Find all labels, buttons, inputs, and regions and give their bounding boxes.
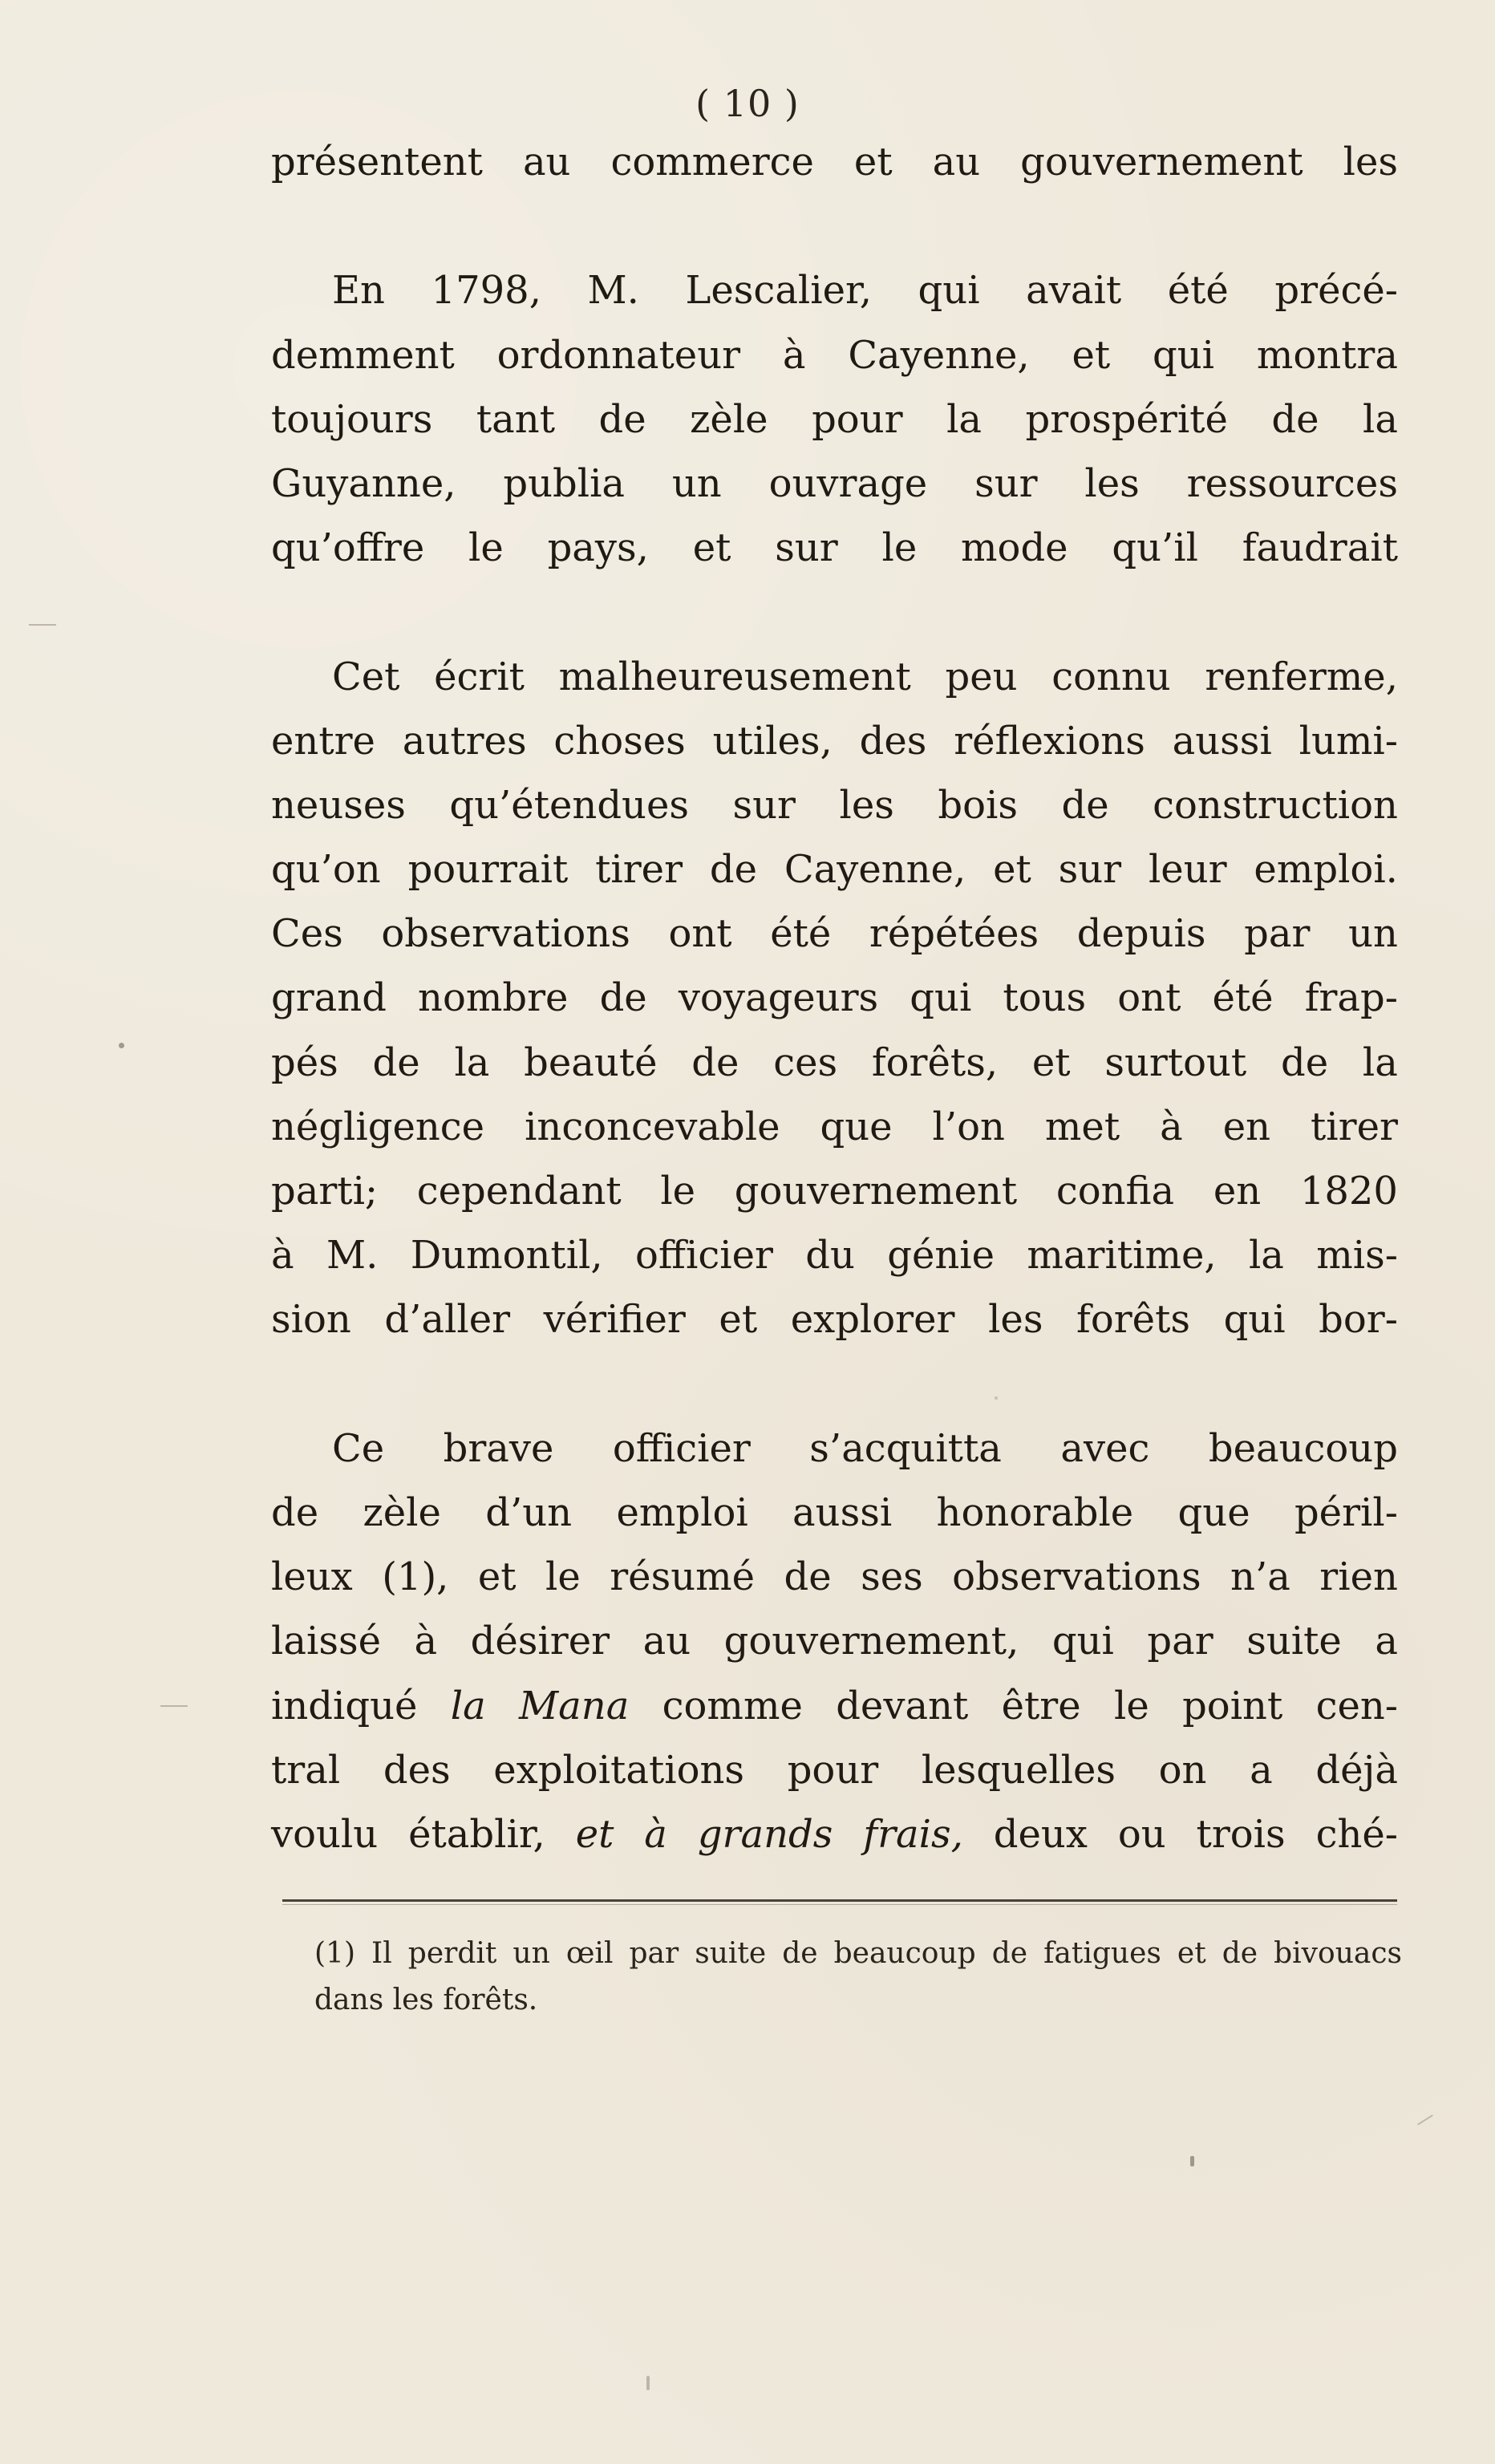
text-line: Guyanne, publia un ouvrage sur les ressources: [271, 460, 1398, 506]
footnote-line: dans les forêts.: [314, 1984, 538, 2016]
edge-mark: [29, 624, 56, 626]
text-line: [271, 1352, 1398, 1416]
text-line: à M. Dumontil, officier du génie maritime, la mis-: [271, 1233, 1398, 1279]
page-number: ( 10 ): [695, 82, 800, 125]
text-line: négligence inconcevable que l’on met à en tirer: [271, 1104, 1398, 1149]
text-line: pés de la beauté de ces forêts, et surtout de la: [271, 1040, 1398, 1085]
text-line: laissé à désirer au gouvernement, qui par suite a: [271, 1619, 1398, 1664]
text-line: voulu établir, et à grands frais, deux ou trois ché-: [271, 1811, 1398, 1857]
footnotes: [314, 1931, 1402, 2024]
text-line: parti; cependant le gouvernement confia en 1820: [271, 1169, 1398, 1214]
main-text: [271, 130, 1398, 1866]
text-line: Ce brave officier s’acquitta avec beaucoup: [332, 1425, 1398, 1471]
text-line: qu’offre le pays, et sur le mode qu’il faudrait: [271, 525, 1398, 571]
text-line: de zèle d’un emploi aussi honorable que péril-: [271, 1489, 1398, 1535]
paper-speck: [995, 1396, 998, 1400]
paper-speck: [1417, 2114, 1433, 2125]
paper-speck: [646, 2376, 650, 2390]
text-line: demment ordonnateur à Cayenne, et qui montra: [271, 332, 1398, 378]
text-line: présentent au commerce et au gouvernement les: [271, 140, 1398, 184]
text-line: neuses qu’étendues sur les bois de construction: [271, 782, 1398, 828]
text-line: Cet écrit malheureusement peu connu renferme,: [332, 654, 1398, 699]
footnote-rule-faint: [282, 1904, 1397, 1905]
text-line: [271, 580, 1398, 644]
text-line: sion d’aller vérifier et explorer les forêts qui bor-: [271, 1297, 1398, 1343]
footnote-line: (1) Il perdit un œil par suite de beaucoup de fatigues et de bivouacs: [314, 1937, 1402, 1970]
paper-speck: [119, 1043, 124, 1048]
footnote-rule: [282, 1899, 1397, 1902]
text-line: En 1798, M. Lescalier, qui avait été précé-: [332, 268, 1398, 314]
text-line: qu’on pourrait tirer de Cayenne, et sur leur emploi.: [271, 847, 1398, 893]
text-line: toujours tant de zèle pour la prospérité de la: [271, 396, 1398, 442]
text-line: [271, 194, 1398, 258]
text-line: indiqué la Mana comme devant être le point cen-: [271, 1683, 1398, 1728]
text-line: leux (1), et le résumé de ses observations n’a rien: [271, 1554, 1398, 1600]
text-line: grand nombre de voyageurs qui tous ont été frap-: [271, 975, 1398, 1021]
text-line: Ces observations ont été répétées depuis par un: [271, 911, 1398, 957]
edge-mark: [160, 1705, 188, 1707]
text-line: tral des exploitations pour lesquelles on a déjà: [271, 1747, 1398, 1793]
paper-speck: [1190, 2156, 1194, 2166]
text-line: entre autres choses utiles, des réflexions aussi lumi-: [271, 718, 1398, 764]
